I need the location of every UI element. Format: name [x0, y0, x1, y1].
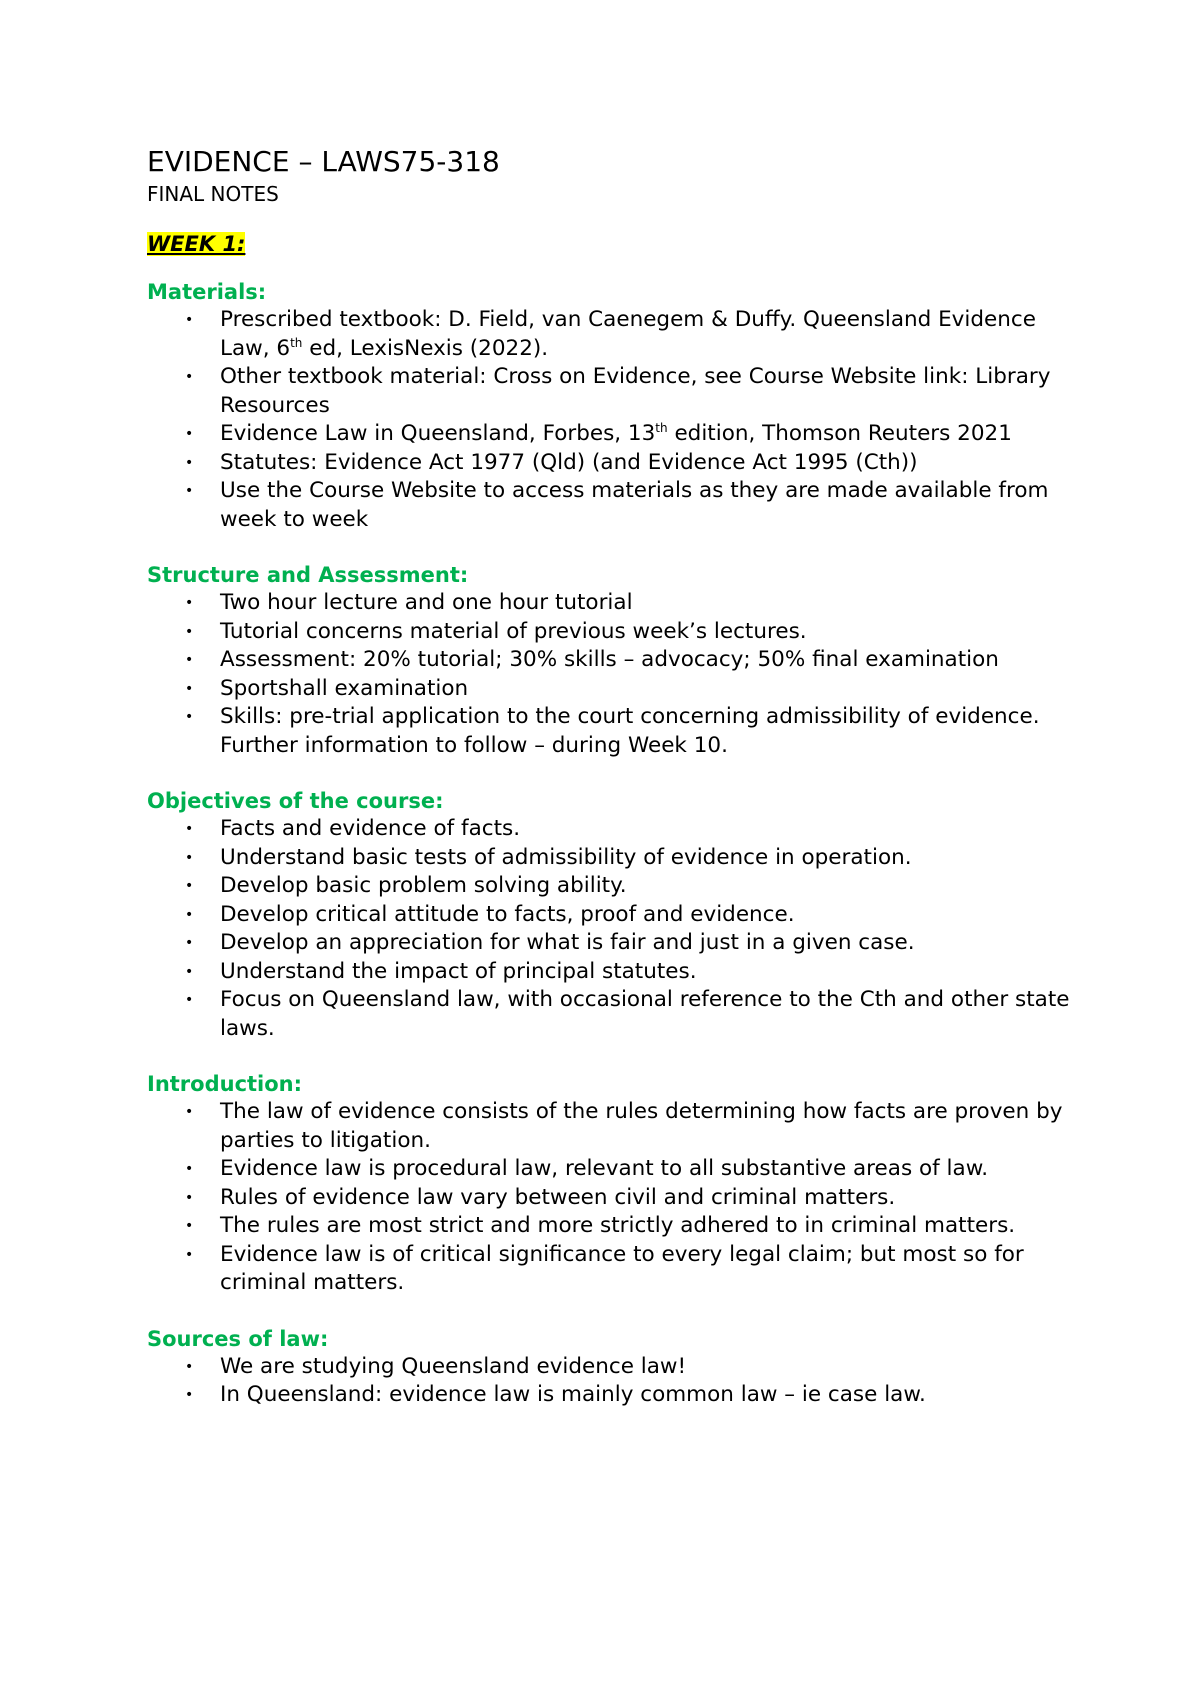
list-item-text: Understand the impact of principal statutes. [220, 958, 697, 984]
list-item [147, 872, 1077, 901]
sections-container [147, 278, 1077, 1410]
list-item [147, 815, 1077, 844]
bullet-icon: • [185, 878, 194, 894]
list-item-text: Develop critical attitude to facts, proof and evidence. [220, 901, 795, 927]
list-item [147, 958, 1077, 987]
list-item [147, 618, 1077, 647]
list-item-text: Rules of evidence law vary between civil and criminal matters. [220, 1184, 896, 1210]
bullet-icon: • [185, 709, 194, 725]
bullet-icon: • [185, 849, 194, 866]
section-heading: Structure and Assessment: [147, 563, 469, 587]
list-item [147, 1381, 1077, 1410]
section-heading: Objectives of the course: [147, 789, 444, 813]
list-item-text: The law of evidence consists of the rules determining how facts are proven by parties to litigation. [220, 1099, 1063, 1153]
bullet-icon: • [185, 1387, 194, 1403]
list-item-text: Evidence Law in Queensland, Forbes, 13 [220, 421, 656, 446]
list-item-text-continued: edition, Thomson Reuters 2021 [667, 421, 1012, 446]
bullet-icon: • [185, 369, 194, 385]
list-item-text-continued: ed, LexisNexis (2022). [302, 335, 549, 361]
superscript: th [290, 335, 303, 350]
bullet-icon: • [185, 992, 194, 1008]
section [147, 787, 1077, 1043]
list-item [147, 1241, 1077, 1298]
list-item-text: Statutes: Evidence Act 1977 (Qld) (and Evidence Act 1995 (Cth)) [220, 449, 918, 475]
document-subtitle: FINAL NOTES [147, 182, 279, 206]
list-item-text: Evidence law is of critical significance to every legal claim; but most so for criminal matters. [220, 1241, 1024, 1295]
list-item [147, 477, 1077, 534]
list-item-text: Facts and evidence of facts. [220, 816, 521, 841]
list-item [147, 986, 1077, 1043]
bullet-icon: • [185, 906, 194, 923]
bullet-icon: • [185, 963, 194, 980]
list-item-text: Evidence law is procedural law, relevant to all substantive areas of law. [220, 1156, 989, 1181]
bullet-icon: • [185, 454, 194, 471]
bullet-icon: • [185, 1358, 194, 1375]
section [147, 1070, 1077, 1298]
bullet-icon: • [185, 652, 194, 668]
week-heading-label: WEEK 1: [147, 232, 246, 256]
list-item [147, 1353, 1077, 1382]
list-item [147, 589, 1077, 618]
week-heading [147, 230, 1077, 258]
list-item-text: We are studying Queensland evidence law! [220, 1353, 687, 1379]
bullet-icon: • [185, 1246, 194, 1263]
bullet-icon: • [185, 1189, 194, 1206]
bullet-icon: • [185, 312, 194, 328]
list-item [147, 844, 1077, 873]
document-title: EVIDENCE – LAWS75-318 [147, 145, 500, 178]
bullet-icon: • [185, 595, 194, 611]
list-item-text: Prescribed textbook: D. Field, van Caenegem & Duffy. Queensland Evidence Law, 6 [220, 307, 1036, 361]
bullet-icon: • [185, 935, 194, 951]
list-item-text: Assessment: 20% tutorial; 30% skills – advocacy; 50% final examination [220, 647, 999, 672]
list-item-text: Skills: pre-trial application to the court concerning admissibility of evidence. Further information to follow – during Week 10. [220, 704, 1040, 758]
section-heading: Materials: [147, 280, 267, 304]
list-item-text: In Queensland: evidence law is mainly common law – ie case law. [220, 1382, 926, 1407]
list-item-text: Other textbook material: Cross on Evidence, see Course Website link: Library Resources [220, 364, 1051, 418]
superscript: th [655, 420, 668, 435]
section [147, 278, 1077, 534]
list-item [147, 1155, 1077, 1184]
list-item-text: The rules are most strict and more strictly adhered to in criminal matters. [220, 1213, 1016, 1238]
bullet-icon: • [185, 680, 194, 697]
list-item [147, 703, 1077, 760]
document-page [147, 144, 1077, 1437]
list-item-text: Sportshall examination [220, 675, 469, 701]
bullet-icon: • [185, 426, 194, 442]
bullet-list [147, 815, 1077, 1043]
bullet-list [147, 1353, 1077, 1410]
list-item [147, 646, 1077, 675]
section-heading: Introduction: [147, 1072, 303, 1096]
bullet-list [147, 1098, 1077, 1298]
list-item [147, 420, 1077, 449]
list-item [147, 929, 1077, 958]
bullet-icon: • [185, 1104, 194, 1120]
section [147, 1325, 1077, 1410]
list-item [147, 449, 1077, 478]
bullet-icon: • [185, 1218, 194, 1234]
list-item-text: Understand basic tests of admissibility of evidence in operation. [220, 844, 912, 870]
list-item-text: Use the Course Website to access materials as they are made available from week to week [220, 478, 1049, 532]
bullet-icon: • [185, 623, 194, 640]
list-item-text: Tutorial concerns material of previous week’s lectures. [220, 618, 807, 644]
bullet-list [147, 589, 1077, 760]
list-item-text: Focus on Queensland law, with occasional reference to the Cth and other state laws. [220, 987, 1070, 1041]
list-item [147, 1212, 1077, 1241]
list-item [147, 306, 1077, 363]
list-item [147, 901, 1077, 930]
list-item-text: Two hour lecture and one hour tutorial [220, 590, 633, 615]
bullet-icon: • [185, 821, 194, 837]
bullet-icon: • [185, 483, 194, 499]
list-item-text: Develop an appreciation for what is fair and just in a given case. [220, 930, 915, 955]
list-item [147, 1184, 1077, 1213]
list-item [147, 1098, 1077, 1155]
section-heading: Sources of law: [147, 1326, 329, 1351]
bullet-icon: • [185, 1161, 194, 1177]
list-item [147, 363, 1077, 420]
bullet-list [147, 306, 1077, 534]
list-item-text: Develop basic problem solving ability. [220, 873, 627, 898]
section [147, 561, 1077, 760]
list-item [147, 675, 1077, 704]
